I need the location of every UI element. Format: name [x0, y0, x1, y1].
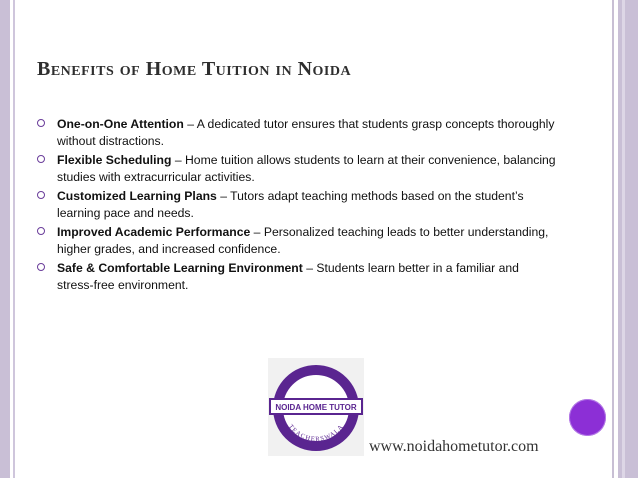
benefit-lead: One-on-One Attention [57, 117, 184, 131]
right-decor-bar [618, 0, 638, 478]
right-decor-bar-inner [622, 0, 625, 478]
left-decor-bar [0, 0, 10, 478]
benefit-text: – Home tuition allows students to learn at their convenience, balancing studies with extracurricular activities. [57, 153, 556, 184]
right-decor-line [612, 0, 614, 478]
bullet-icon [37, 263, 45, 271]
benefit-text: – Students learn better in a familiar and stress-free environment. [57, 261, 519, 292]
slide-title: Benefits of Home Tuition in Noida [37, 58, 352, 80]
bullet-icon [37, 227, 45, 235]
logo-arc-text: TEACHERSWALA [286, 423, 346, 444]
benefit-text: – Tutors adapt teaching methods based on the student’s learning pace and needs. [57, 189, 524, 220]
list-item [37, 260, 557, 294]
list-item [37, 152, 557, 186]
logo-banner-text: NOIDA HOME TUTOR [275, 403, 357, 412]
bullet-icon [37, 119, 45, 127]
benefits-list [37, 116, 557, 296]
logo [268, 358, 364, 456]
list-item [37, 224, 557, 258]
benefit-lead: Customized Learning Plans [57, 189, 217, 203]
benefit-lead: Improved Academic Performance [57, 225, 251, 239]
list-item [37, 116, 557, 150]
bullet-icon [37, 191, 45, 199]
left-decor-line [13, 0, 15, 478]
benefit-text: – Personalized teaching leads to better understanding, higher grades, and increased confidence. [57, 225, 549, 256]
logo-emblem-icon [268, 358, 364, 456]
benefit-lead: Flexible Scheduling [57, 153, 172, 167]
benefit-lead: Safe & Comfortable Learning Environment [57, 261, 303, 275]
list-item [37, 188, 557, 222]
purple-dot-decor [569, 399, 606, 436]
benefit-text: – A dedicated tutor ensures that students grasp concepts thoroughly without distractions. [57, 117, 555, 148]
bullet-icon [37, 155, 45, 163]
footer-url-link[interactable]: www.noidahometutor.com [369, 438, 539, 455]
